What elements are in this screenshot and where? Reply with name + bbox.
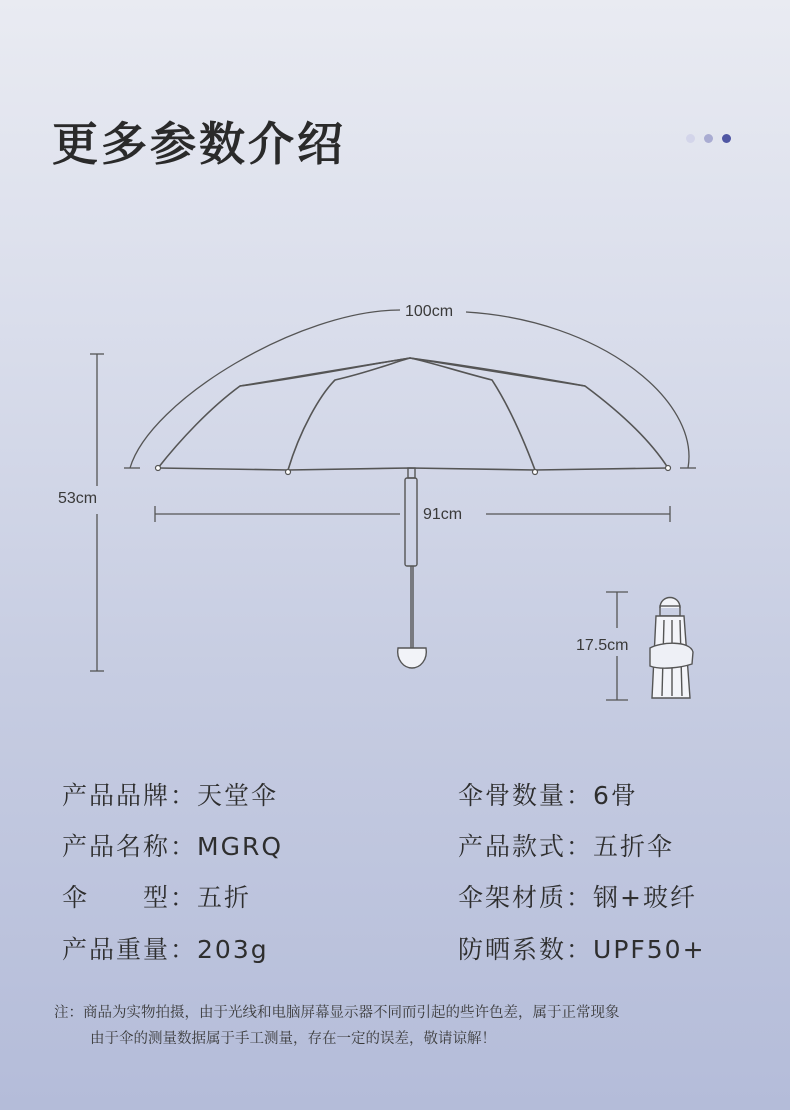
umbrella-canopy	[158, 358, 668, 470]
spec-ribs: 伞骨数量：6骨	[458, 781, 638, 810]
folded-umbrella-illustration	[650, 598, 693, 699]
spec-type: 伞 型：五折	[62, 883, 252, 912]
note-line-1: 注：商品为实物拍摄，由于光线和电脑屏幕显示器不同而引起的些许色差，属于正常现象	[54, 1005, 620, 1021]
span-dimension	[155, 506, 670, 522]
height-label: 53cm	[58, 490, 98, 507]
spec-uv-rating: 防晒系数：UPF50+	[458, 935, 706, 964]
spec-style: 产品款式：五折伞	[458, 832, 675, 861]
height-dimension	[90, 354, 104, 671]
arc-length-label: 100cm	[405, 303, 454, 320]
spec-weight: 产品重量：203g	[62, 935, 269, 964]
spec-name: 产品名称：MGRQ	[62, 832, 284, 861]
span-label: 91cm	[423, 506, 463, 523]
note-line-2: 由于伞的测量数据属于手工测量，存在一定的误差，敬请谅解！	[90, 1031, 496, 1047]
spec-brand: 产品品牌：天堂伞	[62, 781, 279, 810]
page-title: 更多参数介绍	[52, 117, 346, 171]
umbrella-shaft	[398, 468, 427, 668]
arc-dimension-line	[130, 310, 689, 468]
disclaimer-note	[54, 1000, 620, 1052]
folded-length-label: 17.5cm	[576, 637, 629, 654]
spec-frame-material: 伞架材质：钢+玻纤	[458, 883, 697, 912]
